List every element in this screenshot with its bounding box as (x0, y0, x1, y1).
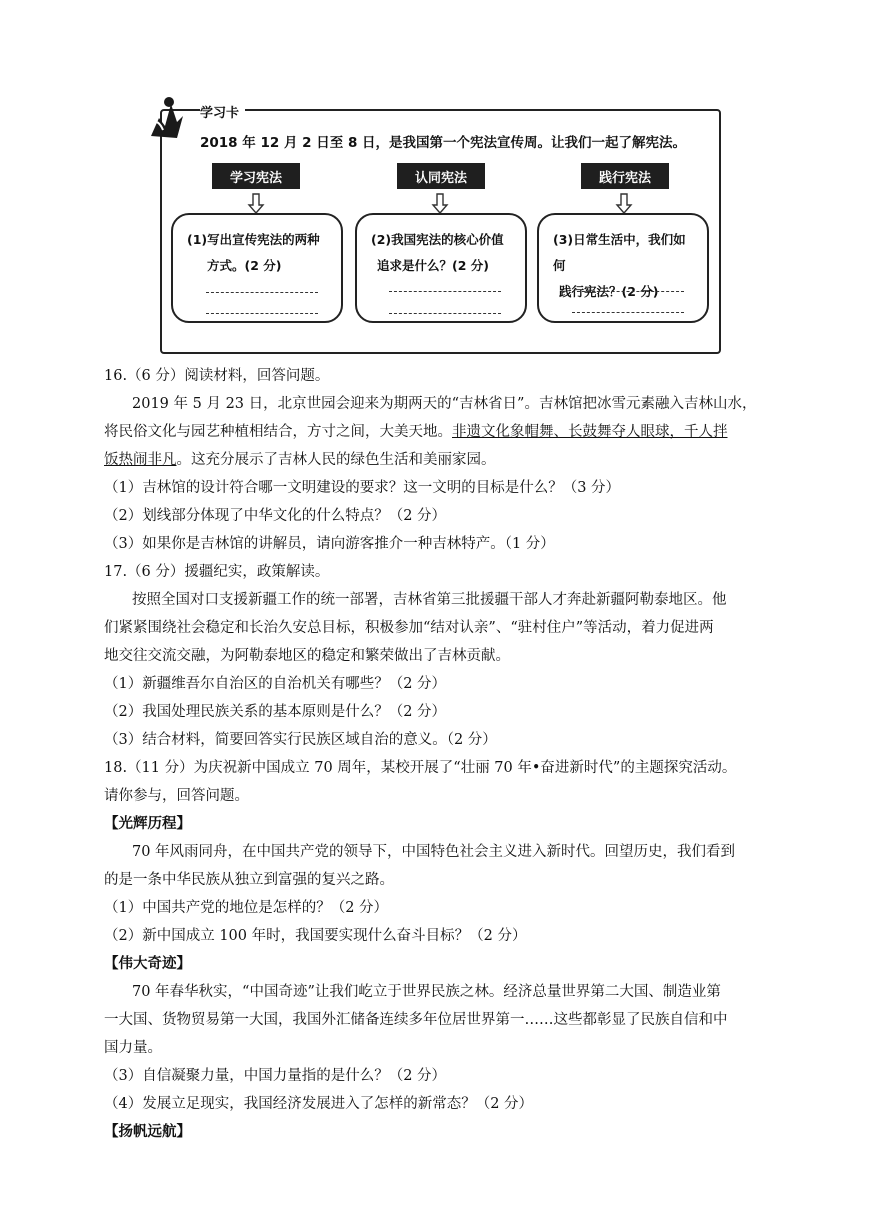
q18-sub-2: （2）新中国成立 100 年时，我国要实现什么奋斗目标？（2 分） (104, 928, 527, 944)
q16-heading: 16.（6 分）阅读材料，回答问题。 (104, 368, 330, 384)
down-arrow-icon (431, 193, 449, 215)
box-1-line2: 方式。(2 分) (207, 258, 282, 273)
q18-sub-1: （1）中国共产党的地位是怎样的？（2 分） (104, 900, 389, 916)
down-arrow-icon (247, 193, 265, 215)
q16-text: 将民俗文化与园艺种植相结合，方寸之间，大美天地。 (104, 424, 452, 440)
section-heading: 【伟大奇迹】 (104, 955, 191, 972)
q18-paragraph-line: 一大国、货物贸易第一大国，我国外汇储备连续多年位居世界第一……这些都彰显了民族自信和中 (104, 1012, 728, 1028)
q18-paragraph-line: 70 年春华秋实，“中国奇迹”让我们屹立于世界民族之林。经济总量世界第二大国、制造业第 (132, 984, 721, 1000)
question-box-1 (171, 213, 343, 323)
study-card-logo-icon (147, 96, 185, 140)
q18-sub-3: （3）自信凝聚力量，中国力量指的是什么？（2 分） (104, 1068, 447, 1084)
answer-line (572, 312, 684, 313)
q16-underlined-text: 非遗文化象帽舞、长鼓舞夺人眼球，千人拌 (452, 424, 728, 440)
q18-paragraph-line: 70 年风雨同舟，在中国共产党的领导下，中国特色社会主义进入新时代。回望历史，我们看到 (132, 844, 736, 860)
q18-sub-4: （4）发展立足现实，我国经济发展进入了怎样的新常态？（2 分） (104, 1096, 534, 1112)
question-box-2 (355, 213, 527, 323)
q16-sub-2: （2）划线部分体现了中华文化的什么特点？（2 分） (104, 508, 447, 524)
q16-paragraph-line: 2019 年 5 月 23 日，北京世园会迎来为期两天的“吉林省日”。吉林馆把冰雪元素融入吉林山水， (132, 396, 757, 412)
q17-paragraph-line: 地交往交流交融，为阿勒泰地区的稳定和繁荣做出了吉林贡献。 (104, 648, 510, 664)
box-3-line1: (3)日常生活中，我们如何 (553, 232, 686, 273)
q17-sub-1: （1）新疆维吾尔自治区的自治机关有哪些？（2 分） (104, 676, 447, 692)
answer-line (389, 291, 501, 292)
q16-text: 。这充分展示了吉林人民的绿色生活和美丽家园。 (176, 452, 496, 468)
q17-sub-2: （2）我国处理民族关系的基本原则是什么？（2 分） (104, 704, 447, 720)
down-arrow-icon (615, 193, 633, 215)
tag-practice-constitution: 践行宪法 (581, 163, 669, 189)
q17-paragraph-line: 们紧紧围绕社会稳定和长治久安总目标，积极参加“结对认亲”、“驻村住户”等活动，着力促进两 (104, 620, 714, 636)
section-heading: 【扬帆远航】 (104, 1123, 191, 1140)
answer-line (389, 313, 501, 314)
answer-line (206, 292, 318, 293)
q16-sub-1: （1）吉林馆的设计符合哪一文明建设的要求？这一文明的目标是什么？（3 分） (104, 480, 621, 496)
tag-identify-constitution: 认同宪法 (397, 163, 485, 189)
section-heading: 【光辉历程】 (104, 815, 191, 832)
q18-heading-cont: 请你参与，回答问题。 (104, 788, 249, 804)
q16-underlined-text: 饭热闹非凡 (104, 452, 177, 468)
card-label: 学习卡 (200, 102, 245, 121)
card-intro: 2018 年 12 月 2 日至 8 日，是我国第一个宪法宣传周。让我们一起了解宪法。 (200, 135, 687, 151)
answer-line (572, 291, 684, 292)
q18-paragraph-line: 国力量。 (104, 1040, 162, 1056)
q16-paragraph-line (104, 418, 768, 446)
q18-heading: 18.（11 分）为庆祝新中国成立 70 周年，某校开展了“壮丽 70 年•奋进新时代”的主题探究活动。 (104, 760, 737, 776)
q18-paragraph-line: 的是一条中华民族从独立到富强的复兴之路。 (104, 872, 394, 888)
box-2-line2: 追求是什么？(2 分) (377, 258, 489, 273)
box-2-line1: (2)我国宪法的核心价值 (371, 232, 504, 247)
question-box-3 (537, 213, 709, 323)
answer-line (206, 313, 318, 314)
box-1-line1: (1)写出宣传宪法的两种 (187, 232, 320, 247)
q17-heading: 17.（6 分）援疆纪实，政策解读。 (104, 564, 330, 580)
q17-sub-3: （3）结合材料，简要回答实行民族区域自治的意义。（2 分） (104, 732, 497, 748)
tag-learn-constitution: 学习宪法 (212, 163, 300, 189)
q16-paragraph-line (104, 446, 768, 474)
q16-sub-3: （3）如果你是吉林馆的讲解员，请向游客推介一种吉林特产。（1 分） (104, 536, 555, 552)
q17-paragraph-line: 按照全国对口支援新疆工作的统一部署，吉林省第三批援疆干部人才奔赴新疆阿勒泰地区。他 (132, 592, 727, 608)
box-3-line2: 践行宪法？(2 分) (559, 284, 659, 299)
